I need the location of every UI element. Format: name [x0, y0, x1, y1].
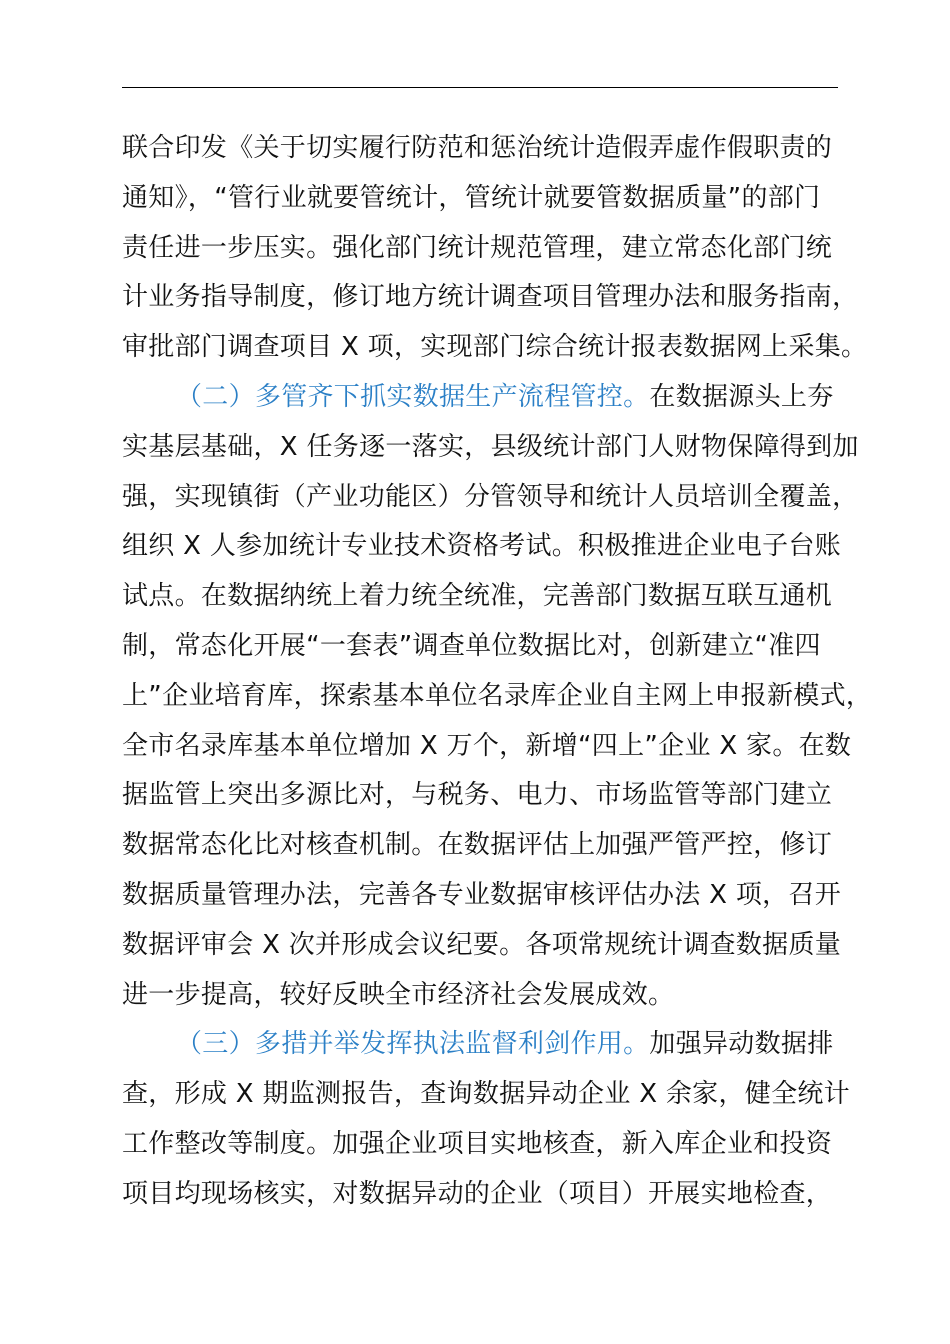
paragraph-line: 审批部门调查项目 X 项，实现部门综合统计报表数据网上采集。	[122, 332, 868, 363]
paragraph-line: 实基层基础，X 任务逐一落实，县级统计部门人财物保障得到加	[122, 431, 859, 462]
paragraph-line: 强，实现镇街（产业功能区）分管领导和统计人员培训全覆盖，	[122, 481, 859, 512]
section-2-heading: （二）多管齐下抓实数据生产流程管控。	[176, 381, 650, 412]
paragraph-line: 数据评审会 X 次并形成会议纪要。各项常规统计调查数据质量	[122, 929, 842, 960]
paragraph-line: 上”企业培育库，探索基本单位名录库企业自主网上申报新模式，	[122, 680, 873, 711]
paragraph-line: 数据常态化比对核查机制。在数据评估上加强严管严控，修订	[122, 830, 833, 861]
section-3-first-line	[122, 1020, 842, 1070]
paragraph-line: 联合印发《关于切实履行防范和惩治统计造假弄虚作假职责的	[122, 133, 833, 163]
section-3	[122, 1020, 850, 1219]
paragraph-line: 制，常态化开展“一套表”调查单位数据比对，创新建立“准四	[122, 630, 821, 661]
paragraph-line: 查，形成 X 期监测报告，查询数据异动企业 X 余家，健全统计	[122, 1079, 850, 1110]
paragraph-line: 全市名录库基本单位增加 X 万个，新增“四上”企业 X 家。在数	[122, 730, 852, 761]
document-body	[122, 124, 873, 1220]
section-2-first-line-text: 在数据源头上夯	[649, 381, 834, 412]
paragraph-line: 计业务指导制度，修订地方统计调查项目管理办法和服务指南，	[122, 282, 859, 313]
section-2-first-line	[122, 373, 842, 423]
paragraph-line: 通知》，“管行业就要管统计，管统计就要管数据质量”的部门	[122, 182, 821, 213]
paragraph-line: 责任进一步压实。强化部门统计规范管理，建立常态化部门统	[122, 232, 833, 263]
paragraph-line: 进一步提高，较好反映全市经济社会发展成效。	[122, 979, 675, 1010]
section-3-first-line-text: 加强异动数据排	[649, 1029, 834, 1060]
paragraph-1	[122, 124, 868, 373]
header-rule	[122, 87, 838, 88]
paragraph-line: 据监管上突出多源比对，与税务、电力、市场监管等部门建立	[122, 780, 833, 811]
paragraph-line: 试点。在数据纳统上着力统全统准，完善部门数据互联互通机	[122, 581, 833, 612]
paragraph-line: 组织 X 人参加统计专业技术资格考试。积极推进企业电子台账	[122, 531, 842, 562]
paragraph-line: 项目均现场核实，对数据异动的企业（项目）开展实地检查，	[122, 1178, 833, 1209]
paragraph-line: 工作整改等制度。加强企业项目实地核查，新入库企业和投资	[122, 1128, 833, 1159]
paragraph-line: 数据质量管理办法，完善各专业数据审核评估办法 X 项，召开	[122, 879, 842, 910]
section-3-heading: （三）多措并举发挥执法监督利剑作用。	[176, 1029, 650, 1060]
section-2	[122, 373, 873, 1020]
